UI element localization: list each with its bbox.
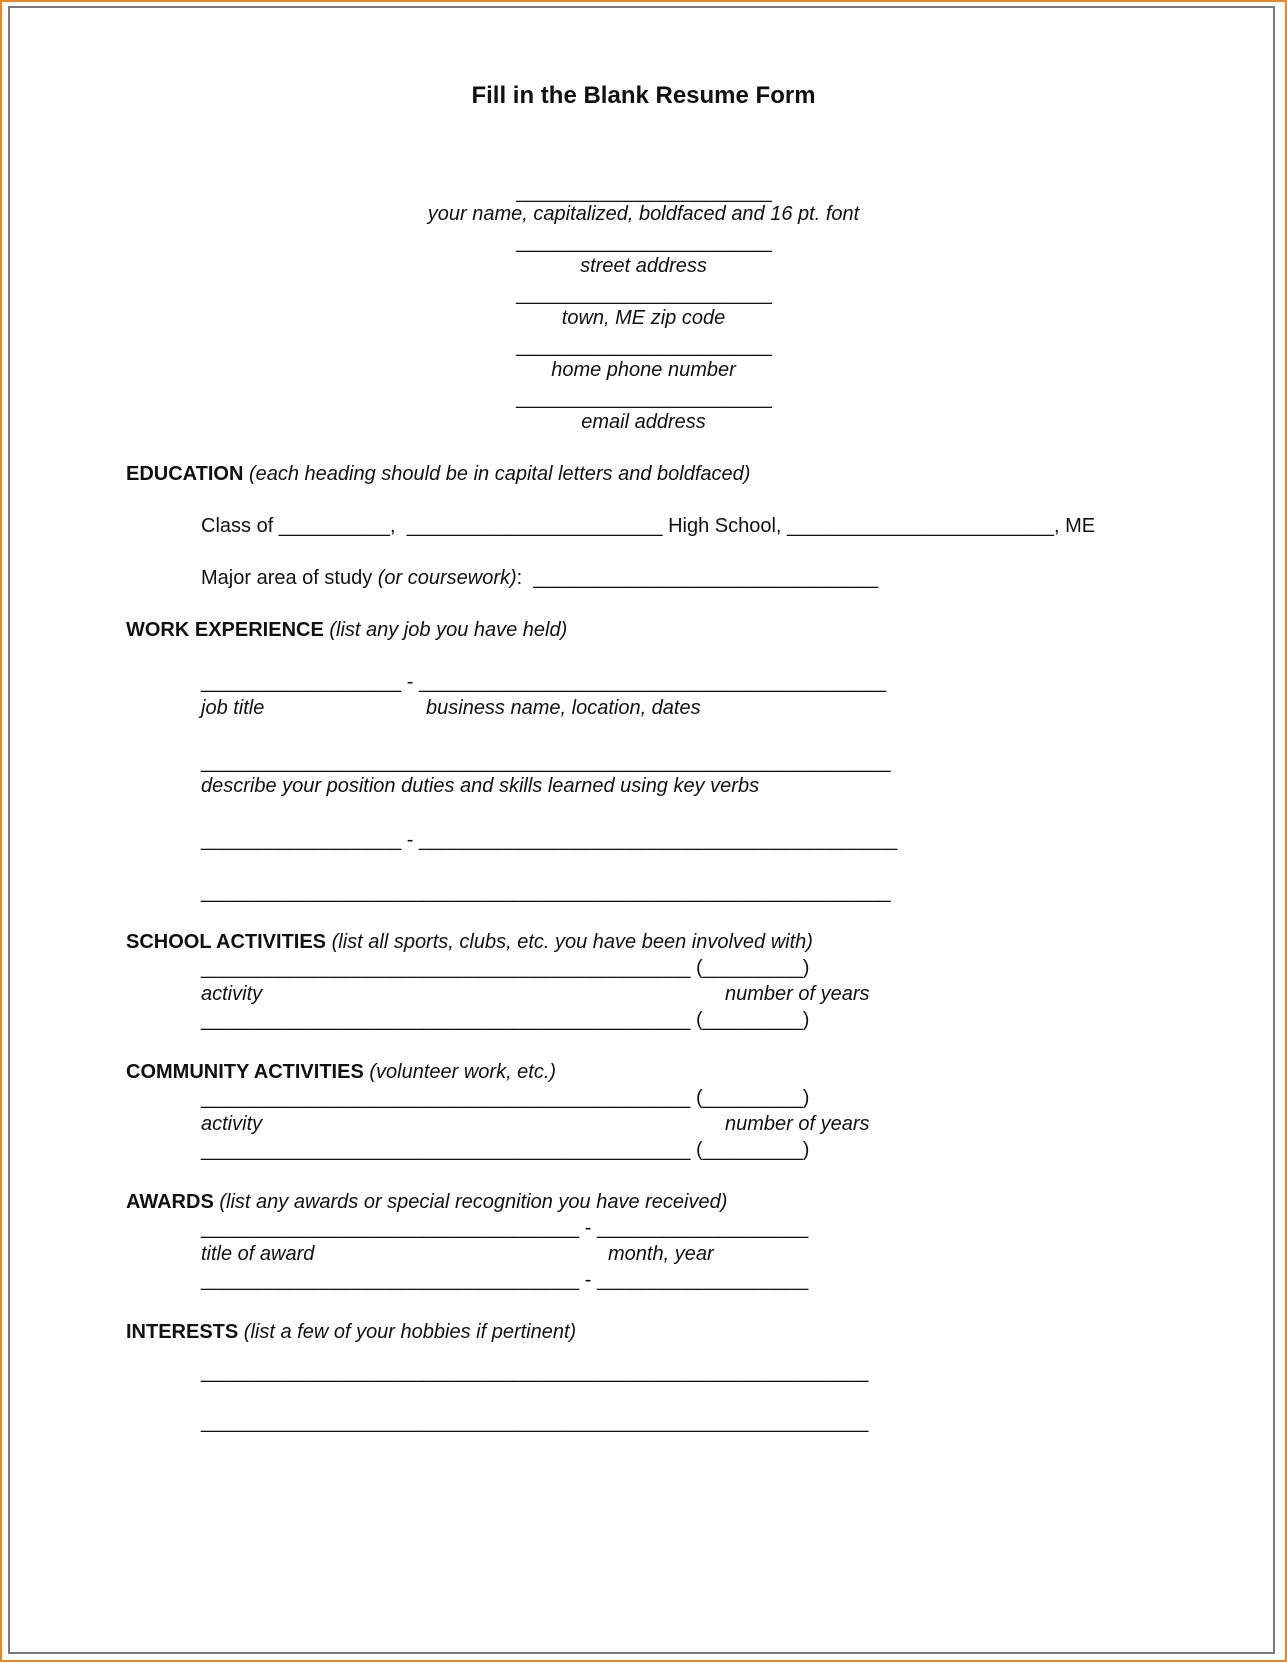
street-hint: street address [580, 255, 707, 277]
award-line-2: __________________________________ - ___________________ [201, 1269, 809, 1291]
school-activity-hint: activity [201, 983, 263, 1005]
school-years-hint: number of years [725, 983, 870, 1005]
awards-heading: AWARDS [126, 1191, 214, 1213]
interests-section [126, 1320, 576, 1344]
awards-note: (list any awards or special recognition you have received) [213, 1191, 728, 1213]
interests-note: (list a few of your hobbies if pertinent) [238, 1321, 577, 1343]
job-line-1: __________________ - __________________________________________ [201, 671, 887, 693]
school-activity-line-2: ____________________________________________ (_________) [201, 1009, 810, 1031]
award-title-hint: title of award [201, 1243, 315, 1265]
job-line-2: __________________ - ___________________________________________ [201, 829, 898, 851]
school-activities-section [126, 930, 813, 954]
community-activities-section [126, 1060, 556, 1084]
community-activity-hint: activity [201, 1113, 263, 1135]
community-activity-line-1: ____________________________________________ (_________) [201, 1087, 810, 1109]
education-note: (each heading should be in capital letters and boldfaced) [243, 463, 751, 485]
phone-blank: _______________________ [516, 335, 772, 357]
award-date-hint: month, year [608, 1243, 714, 1265]
major-label: Major area of study [201, 567, 378, 589]
interests-heading: INTERESTS [126, 1321, 239, 1343]
work-experience-heading: WORK EXPERIENCE [126, 619, 324, 641]
town-blank: _______________________ [516, 283, 772, 305]
major-line [201, 566, 878, 590]
community-activities-heading: COMMUNITY ACTIVITIES [126, 1061, 364, 1083]
email-blank: _______________________ [516, 387, 772, 409]
email-hint: email address [581, 411, 706, 433]
education-heading: EDUCATION [126, 463, 244, 485]
award-line-1: __________________________________ - ___________________ [201, 1217, 809, 1239]
interests-line-1: ____________________________________________________________ [201, 1361, 869, 1383]
work-experience-section [126, 618, 567, 642]
business-hint: business name, location, dates [426, 697, 701, 719]
major-blank: : _______________________________ [516, 567, 879, 589]
major-coursework: (or coursework) [377, 567, 517, 589]
work-experience-note: (list any job you have held) [323, 619, 568, 641]
school-activities-heading: SCHOOL ACTIVITIES [126, 931, 327, 953]
job-title-hint: job title [201, 697, 265, 719]
town-hint: town, ME zip code [561, 307, 726, 329]
duties-line-1: ______________________________________________________________ [201, 751, 891, 773]
name-blank: _______________________ [516, 181, 772, 203]
duties-hint: describe your position duties and skills learned using key verbs [201, 775, 760, 797]
name-hint: your name, capitalized, boldfaced and 16 pt. font [427, 203, 860, 225]
street-blank: _______________________ [516, 231, 772, 253]
community-years-hint: number of years [725, 1113, 870, 1135]
page-title: Fill in the Blank Resume Form [471, 82, 816, 109]
interests-line-2: ____________________________________________________________ [201, 1411, 869, 1433]
class-of-line: Class of __________, _______________________ High School, ________________________, ME [201, 515, 1096, 537]
school-activity-line-1: ____________________________________________ (_________) [201, 957, 810, 979]
duties-line-2: ______________________________________________________________ [201, 881, 891, 903]
phone-hint: home phone number [551, 359, 736, 381]
community-activities-note: (volunteer work, etc.) [363, 1061, 557, 1083]
education-section [126, 462, 750, 486]
community-activity-line-2: ____________________________________________ (_________) [201, 1139, 810, 1161]
awards-section [126, 1190, 727, 1214]
school-activities-note: (list all sports, clubs, etc. you have been involved with) [326, 931, 813, 953]
